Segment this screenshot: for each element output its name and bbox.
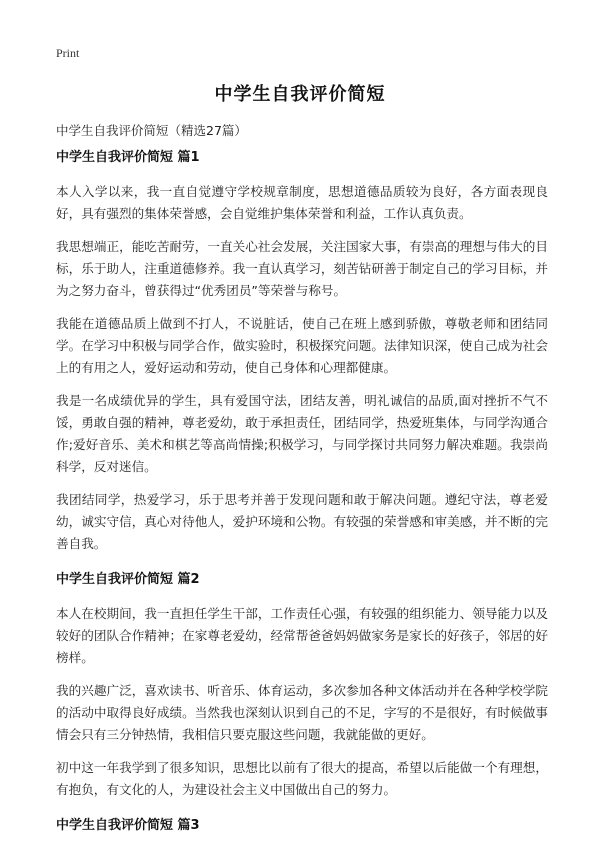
paragraph: 我的兴趣广泛，喜欢读书、听音乐、体育运动，多次参加各种文体活动并在各种学校学院的活动中取得良好成绩。当然我也深刻认识到自己的不足，字写的不是很好，有时候做事情会只有三分钟热情，我相信只要克服这些问题，我就能做的更好。 bbox=[56, 683, 548, 742]
section-heading: 中学生自我评价简短 篇2 bbox=[56, 572, 200, 587]
paragraph: 我团结同学，热爱学习，乐于思考并善于发现问题和敢于解决问题。遵纪守法，尊老爱幼，诚实守信，真心对待他人，爱护环境和公物。有较强的荣誉感和审美感，并不断的完善自我。 bbox=[56, 492, 548, 551]
section-1 bbox=[56, 148, 548, 555]
section-3 bbox=[56, 816, 548, 836]
document-body bbox=[56, 148, 548, 849]
paragraph: 初中这一年我学到了很多知识，思想比以前有了很大的提高，希望以后能做一个有理想，有抱负，有文化的人，为建设社会主义中国做出自己的努力。 bbox=[56, 760, 548, 797]
paragraph: 本人在校期间，我一直担任学生干部，工作责任心强，有较强的组织能力、领导能力以及较好的团队合作精神；在家尊老爱幼，经常帮爸爸妈妈做家务是家长的好孩子，邻居的好榜样。 bbox=[56, 606, 548, 665]
paragraph: 我能在道德品质上做到不打人，不说脏话，使自己在班上感到骄傲，尊敬老师和团结同学。在学习中积极与同学合作，做实验时，积极探究问题。法律知识深，使自己成为社会上的有用之人，爱好运动和劳动，使自己身体和心理都健康。 bbox=[56, 316, 548, 375]
print-link[interactable]: Print bbox=[56, 46, 80, 60]
section-heading: 中学生自我评价简短 篇1 bbox=[56, 150, 200, 165]
paragraph: 我是一名成绩优异的学生，具有爱国守法，团结友善，明礼诚信的品质,面对挫折不气不馁，勇敢自强的精神，尊老爱幼，敢于承担责任，团结同学，热爱班集体，与同学沟通合作;爱好音乐、美术和棋艺等高尚情操;积极学习，与同学探讨共同努力解决难题。我崇尚科学，反对迷信。 bbox=[56, 393, 548, 474]
paragraph: 本人入学以来，我一直自觉遵守学校规章制度，思想道德品质较为良好，各方面表现良好，具有强烈的集体荣誉感，会自觉维护集体荣誉和利益，工作认真负责。 bbox=[56, 184, 548, 221]
section-2 bbox=[56, 570, 548, 801]
section-heading: 中学生自我评价简短 篇3 bbox=[56, 818, 200, 833]
document-subtitle: 中学生自我评价简短（精选27篇） bbox=[56, 123, 247, 138]
page-title: 中学生自我评价简短 bbox=[214, 84, 386, 105]
paragraph: 我思想端正，能吃苦耐劳，一直关心社会发展，关注国家大事，有崇高的理想与伟大的目标，乐于助人，注重道德修养。我一直认真学习，刻苦钻研善于制定自己的学习目标，并为之努力奋斗，曾获得过“优秀团员”等荣誉与称号。 bbox=[56, 239, 548, 298]
